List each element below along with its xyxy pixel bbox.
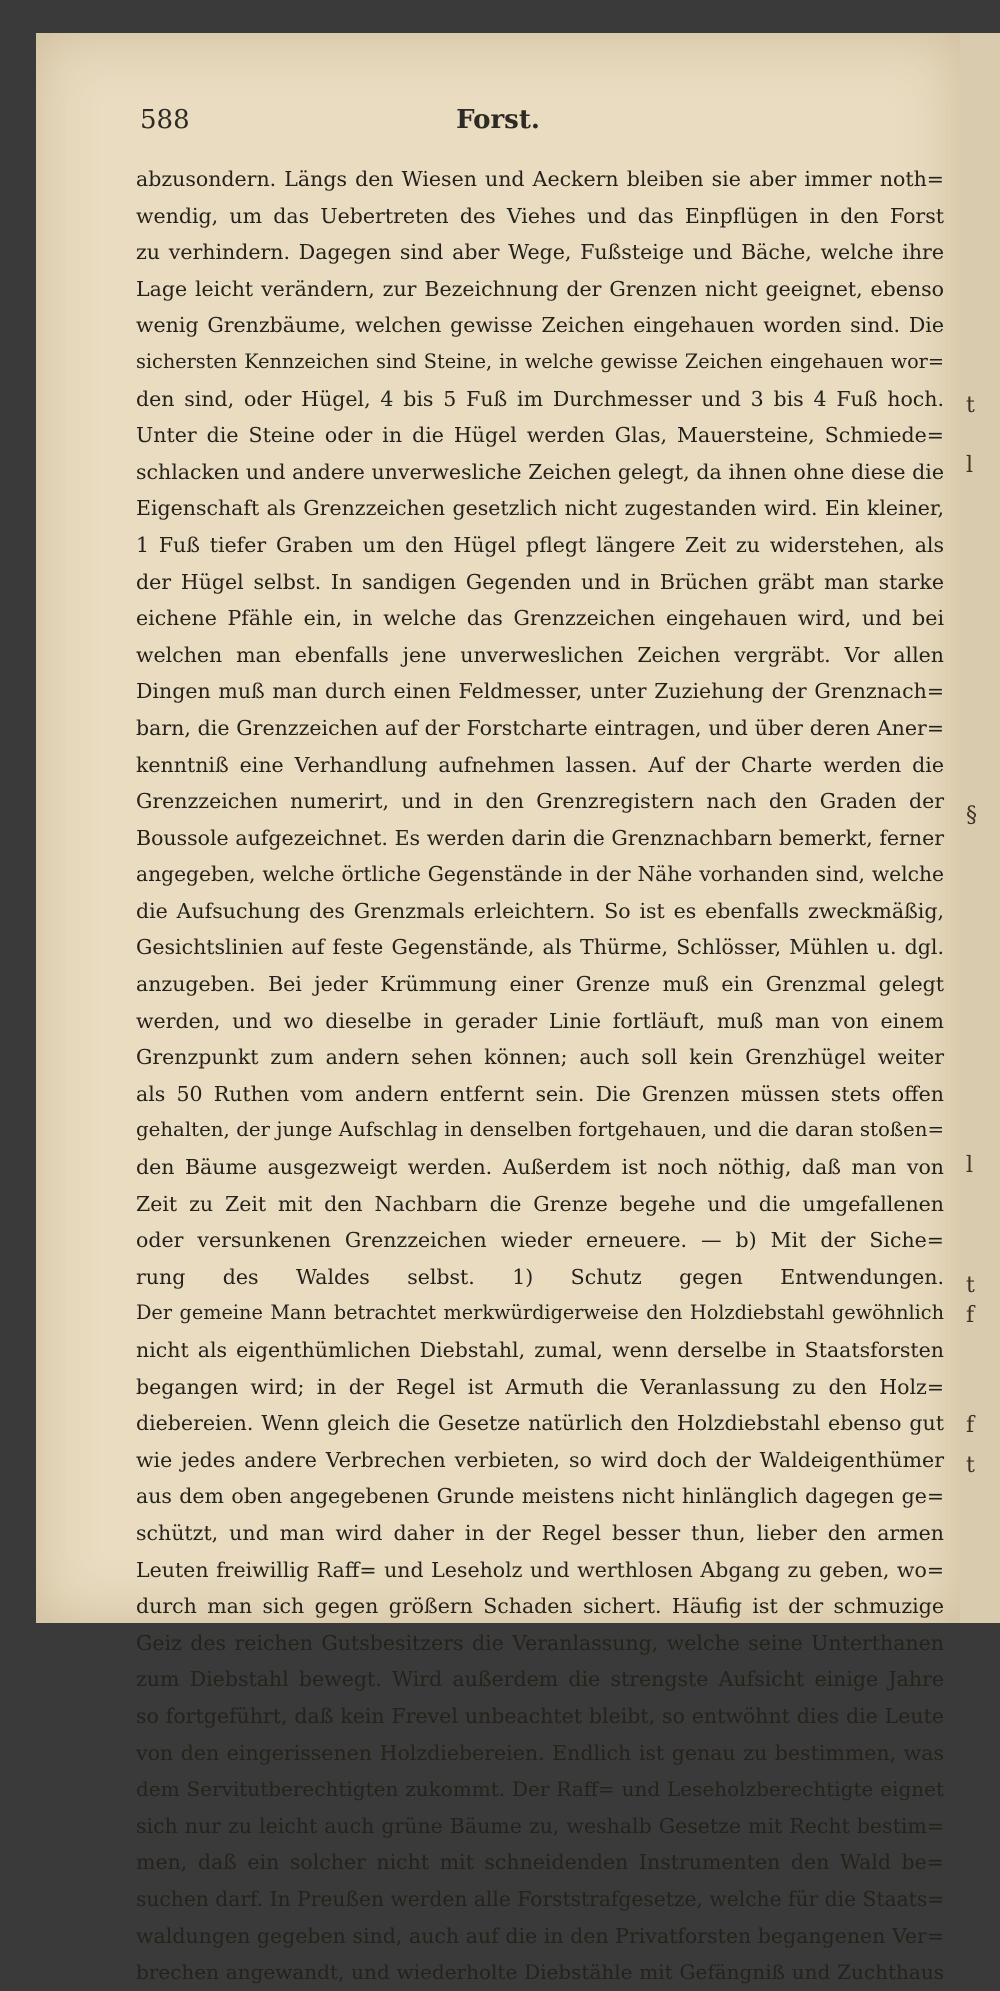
text-line: nicht als eigenthümlichen Diebstahl, zumal, wenn derselbe in Staatsforsten — [136, 1338, 944, 1362]
running-head: Forst. — [456, 105, 540, 135]
text-line: Unter die Steine oder in die Hügel werden Glas, Mauersteine, Schmiede= — [136, 423, 944, 448]
text-line: Der gemeine Mann betrachtet merkwürdigerweise den Holzdiebstahl gewöhnlich — [136, 1301, 944, 1325]
text-line: suchen darf. In Preußen werden alle Forststrafgesetze, welche für die Staats= — [136, 1886, 945, 1911]
text-line: Grenzzeichen numerirt, und in den Grenzregistern nach den Graden der — [136, 789, 944, 814]
edge-letter: § — [966, 803, 977, 828]
edge-letter: l — [966, 453, 974, 478]
text-line: von den eingerissenen Holzdiebereien. Endlich ist genau zu bestimmen, was — [136, 1740, 944, 1765]
text-line: welchen man ebenfalls jene unverweslichen Zeichen vergräbt. Vor allen — [136, 642, 944, 667]
text-line: rung des Waldes selbst. 1) Schutz gegen Entwendungen. — [136, 1264, 944, 1289]
text-line: men, daß ein solcher nicht mit schneidenden Instrumenten den Wald be= — [136, 1850, 944, 1875]
text-line: den Bäume ausgezweigt werden. Außerdem ist noch nöthig, daß man von — [136, 1155, 944, 1180]
next-page-edge-letters — [966, 33, 996, 1623]
text-line: der Hügel selbst. In sandigen Gegenden und in Brüchen gräbt man starke — [136, 569, 944, 594]
text-line: so fortgeführt, daß kein Frevel unbeachtet bleibt, so entwöhnt dies die Leute — [136, 1703, 944, 1728]
text-line: Dingen muß man durch einen Feldmesser, unter Zuziehung der Grenznach= — [136, 679, 944, 704]
text-line: die Aufsuchung des Grenzmals erleichtern. So ist es ebenfalls zweckmäßig, — [136, 898, 944, 923]
text-line: oder versunkenen Grenzzeichen wieder erneuere. — b) Mit der Siche= — [136, 1228, 944, 1253]
text-line: den sind, oder Hügel, 4 bis 5 Fuß im Durchmesser und 3 bis 4 Fuß hoch. — [136, 386, 944, 411]
edge-letter: f — [966, 1413, 975, 1438]
text-line: als 50 Ruthen vom andern entfernt sein. Die Grenzen müssen stets offen — [136, 1081, 944, 1106]
text-line: durch man sich gegen größern Schaden sichert. Häufig ist der schmuzige — [136, 1594, 944, 1619]
text-line: aus dem oben angegebenen Grunde meistens nicht hinlänglich dagegen ge= — [136, 1484, 944, 1509]
text-line: dem Servitutberechtigten zukommt. Der Raff= und Leseholzberechtigte eignet — [136, 1777, 944, 1802]
text-line: Lage leicht verändern, zur Bezeichnung der Grenzen nicht geeignet, ebenso — [136, 276, 944, 301]
text-line: gehalten, der junge Aufschlag in denselben fortgehauen, und die daran stoßen= — [136, 1118, 944, 1142]
text-line: wendig, um das Uebertreten des Viehes und das Einpflügen in den Forst — [136, 203, 944, 228]
text-line: werden, und wo dieselbe in gerader Linie fortläuft, muß man von einem — [136, 1008, 944, 1033]
text-line: eichene Pfähle ein, in welche das Grenzzeichen eingehauen wird, und bei — [136, 606, 944, 631]
text-line: diebereien. Wenn gleich die Gesetze natürlich den Holzdiebstahl ebenso gut — [136, 1411, 944, 1436]
text-line: wenig Grenzbäume, welchen gewisse Zeichen eingehauen worden sind. Die — [136, 313, 944, 338]
text-line: Grenzpunkt zum andern sehen können; auch soll kein Grenzhügel weiter — [136, 1045, 944, 1070]
text-line: barn, die Grenzzeichen auf der Forstcharte eintragen, und über deren Aner= — [136, 715, 944, 740]
text-line: sich nur zu leicht auch grüne Bäume zu, weshalb Gesetze mit Recht bestim= — [136, 1813, 944, 1838]
text-line: wie jedes andere Verbrechen verbieten, so wird doch der Waldeigenthümer — [136, 1447, 944, 1472]
text-line: kenntniß eine Verhandlung aufnehmen lassen. Auf der Charte werden die — [136, 752, 944, 777]
text-line: abzusondern. Längs den Wiesen und Aeckern bleiben sie aber immer noth= — [136, 167, 944, 191]
edge-letter: t — [966, 1273, 975, 1298]
text-line: schützt, und man wird daher in der Regel besser thun, lieber den armen — [136, 1520, 944, 1545]
text-line: Zeit zu Zeit mit den Nachbarn die Grenze begehe und die umgefallenen — [136, 1191, 944, 1216]
edge-letter: t — [966, 393, 975, 418]
page-number: 588 — [140, 105, 190, 135]
text-line: brechen angewandt, und wiederholte Diebstähle mit Gefängniß und Zuchthaus — [136, 1960, 944, 1985]
book-page — [36, 33, 960, 1985]
text-line: Leuten freiwillig Raff= und Leseholz und werthlosen Abgang zu geben, wo= — [136, 1557, 944, 1582]
text-line: zu verhindern. Dagegen sind aber Wege, Fußsteige und Bäche, welche ihre — [136, 240, 944, 265]
text-line: begangen wird; in der Regel ist Armuth die Veranlassung zu den Holz= — [136, 1374, 944, 1399]
text-line: Geiz des reichen Gutsbesitzers die Veranlassung, welche seine Unterthanen — [136, 1630, 944, 1655]
text-line: anzugeben. Bei jeder Krümmung einer Grenze muß ein Grenzmal gelegt — [136, 972, 944, 997]
next-page-edge — [960, 33, 1000, 1623]
text-line: Gesichtslinien auf feste Gegenstände, als Thürme, Schlösser, Mühlen u. dgl. — [136, 935, 944, 960]
body-text — [136, 161, 944, 1991]
page-header — [36, 105, 960, 145]
edge-letter: t — [966, 1453, 975, 1478]
text-line: waldungen gegeben sind, auch auf die in den Privatforsten begangenen Ver= — [136, 1923, 944, 1948]
text-line: sichersten Kennzeichen sind Steine, in welche gewisse Zeichen eingehauen wor= — [136, 349, 944, 373]
text-line: schlacken und andere unverwesliche Zeichen gelegt, da ihnen ohne diese die — [136, 459, 944, 484]
edge-letter: l — [966, 1153, 974, 1178]
text-line: Eigenschaft als Grenzzeichen gesetzlich nicht zugestanden wird. Ein kleiner, — [136, 496, 944, 521]
text-line: zum Diebstahl bewegt. Wird außerdem die strengste Aufsicht einige Jahre — [136, 1667, 944, 1692]
text-line: 1 Fuß tiefer Graben um den Hügel pflegt längere Zeit zu widerstehen, als — [136, 532, 944, 557]
text-line: Boussole aufgezeichnet. Es werden darin die Grenznachbarn bemerkt, ferner — [136, 825, 944, 850]
text-line: angegeben, welche örtliche Gegenstände in der Nähe vorhanden sind, welche — [136, 862, 944, 887]
edge-letter: f — [966, 1303, 975, 1328]
